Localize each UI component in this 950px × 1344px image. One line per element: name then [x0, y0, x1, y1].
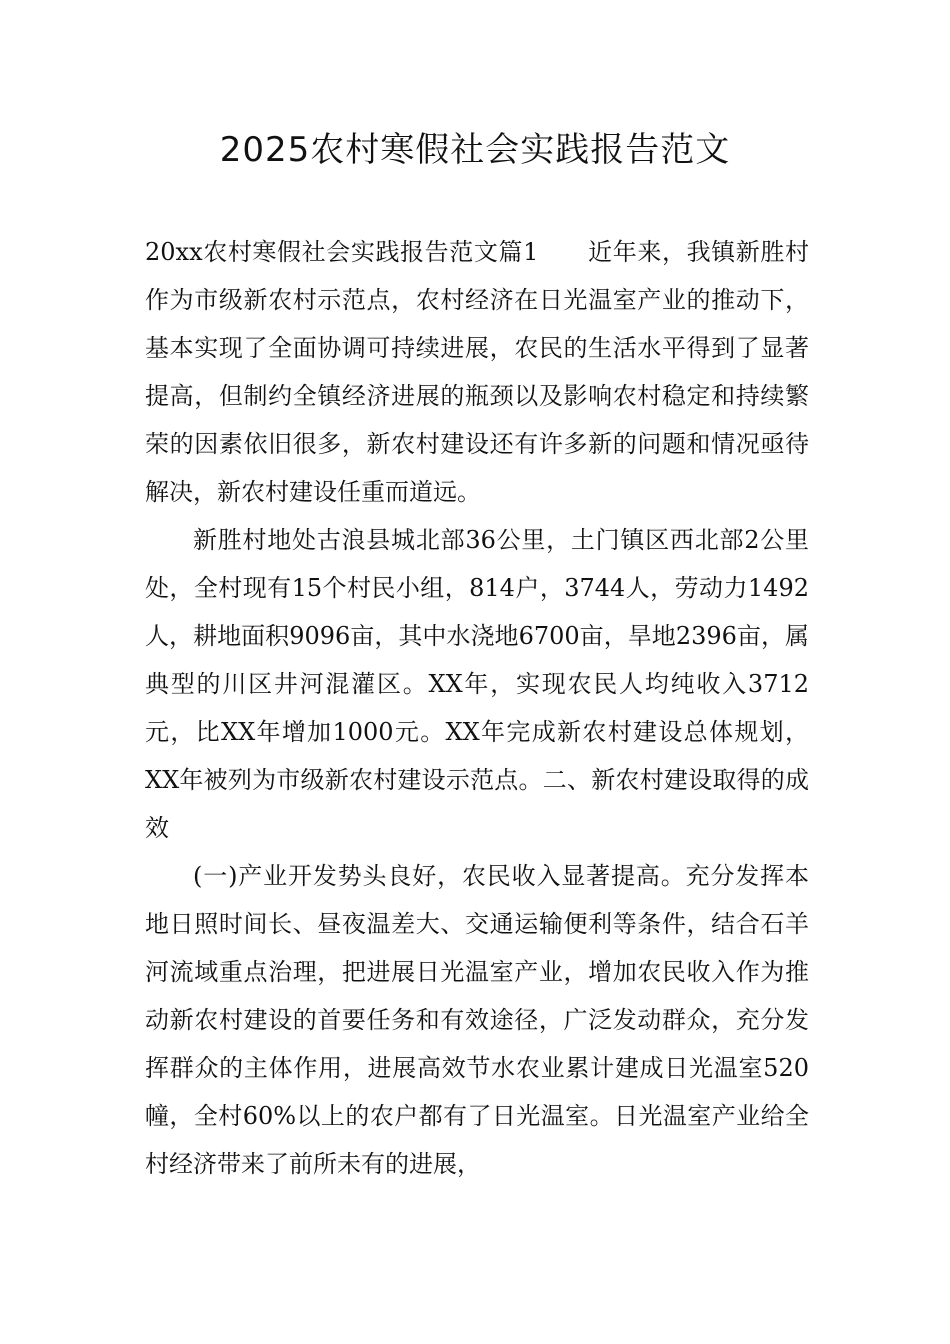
paragraph-industry-development: (一)产业开发势头良好，农民收入显著提高。充分发挥本地日照时间长、昼夜温差大、交通运输便利等条件，结合石羊河流域重点治理，把进展日光温室产业，增加农民收入作为推动新农村建设的首要任务和有效途径，广泛发动群众，充分发挥群众的主体作用，进展高效节水农业累计建成日光温室520幢，全村60%以上的农户都有了日光温室。日光温室产业给全村经济带来了前所未有的进展，	[145, 862, 809, 1178]
document-body	[145, 228, 809, 1188]
paragraph-intro: 20xx农村寒假社会实践报告范文篇1 近年来，我镇新胜村作为市级新农村示范点，农村经济在日光温室产业的推动下，基本实现了全面协调可持续进展，农民的生活水平得到了显著提高，但制约全镇经济进展的瓶颈以及影响农村稳定和持续繁荣的因素依旧很多，新农村建设还有许多新的问题和情况亟待解决，新农村建设任重而道远。	[145, 238, 809, 506]
paragraph-village-profile: 新胜村地处古浪县城北部36公里，土门镇区西北部2公里处，全村现有15个村民小组，814户，3744人，劳动力1492人，耕地面积9096亩，其中水浇地6700亩，旱地2396亩，属典型的川区井河混灌区。XX年，实现农民人均纯收入3712元，比XX年增加1000元。XX年完成新农村建设总体规划，XX年被列为市级新农村建设示范点。二、新农村建设取得的成效	[145, 526, 809, 842]
document-title: 2025农村寒假社会实践报告范文	[219, 130, 731, 170]
